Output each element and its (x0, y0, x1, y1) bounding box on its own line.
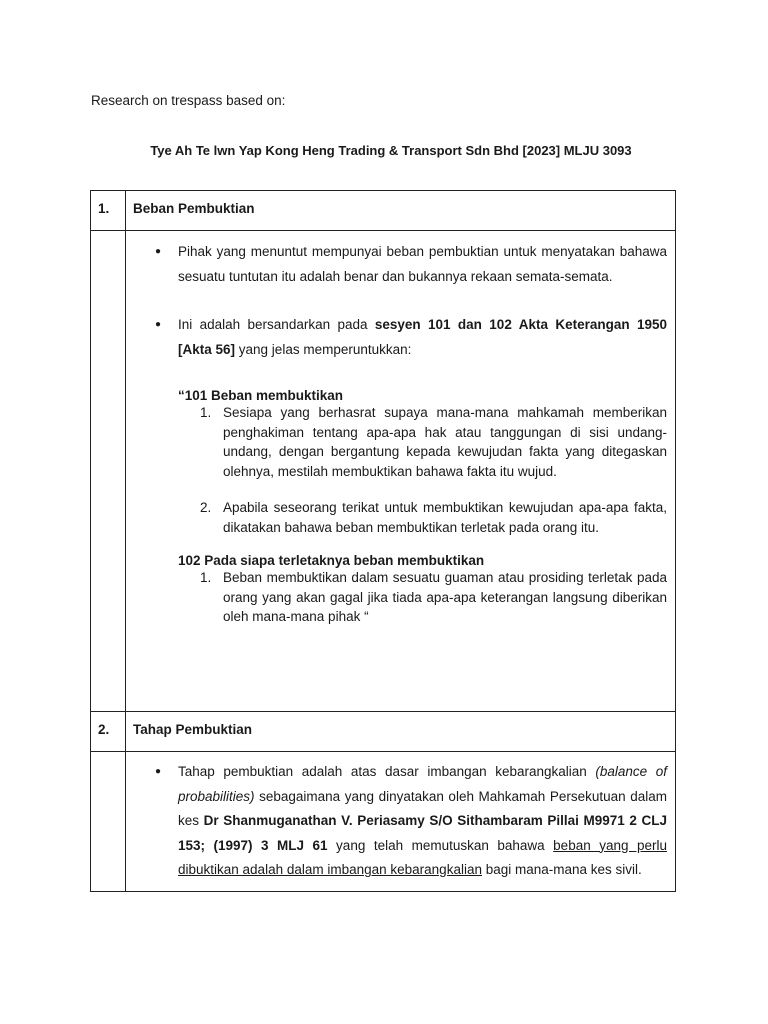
underlined-holding: beban yang perlu dibuktikan adalah dalam imbangan kebarangkalian (178, 837, 667, 877)
list-item (126, 498, 667, 537)
bullet-text: Tahap pembuktian adalah atas dasar imbangan kebarangkalian (178, 764, 596, 779)
case-title: Tye Ah Te lwn Yap Kong Heng Trading & Transport Sdn Bhd [2023] MLJU 3093 (150, 143, 632, 158)
section-1-body-row (91, 231, 676, 712)
list-text: Sesiapa yang berhasrat supaya mana-mana mahkamah memberikan penghakiman tentang apa-apa hak atau tanggungan di sisi undang-undang, dengan bergantung kepada kewujudan fakta yang ditegaskan olehnya, mestilah membuktikan bahawa fakta itu wujud. (223, 405, 667, 479)
list-number: 1. (200, 405, 212, 420)
bullet-text: yang jelas memperuntukkan: (235, 341, 412, 357)
bullet-item: ● Pihak yang menuntut mempunyai beban pembuktian untuk menyatakan bahawa sesuatu tuntutan itu adalah benar dan bukannya rekaan semata-semata. (126, 240, 667, 289)
list-text: Beban membuktikan dalam sesuatu guaman atau prosiding terletak pada orang yang akan gagal jika tiada apa-apa keterangan langsung diberikan oleh mana-mana pihak “ (223, 570, 667, 624)
section-heading: Tahap Pembuktian (126, 712, 676, 752)
empty-number-cell (91, 752, 126, 892)
section-2-body-row (91, 752, 676, 892)
list-item (126, 568, 667, 627)
section-101-list (126, 403, 667, 537)
section-heading: Beban Pembuktian (126, 191, 676, 231)
section-body (126, 752, 676, 892)
intro-text: Research on trespass based on: (91, 93, 286, 108)
statute-reference: sesyen 101 dan 102 Akta Keterangan 1950 [Akta 56] (178, 317, 667, 357)
section-number: 1. (91, 191, 126, 231)
section-body (126, 231, 676, 712)
section-2-header-row (91, 712, 676, 752)
section-102-title: 102 Pada siapa terletaknya beban membuktikan (178, 553, 485, 568)
list-item (126, 403, 667, 481)
empty-number-cell (91, 231, 126, 712)
case-citation: Dr Shanmuganathan V. Periasamy S/O Sithambaram Pillai M9971 2 CLJ 153; (1997) 3 MLJ 61 (178, 813, 667, 853)
section-102-list (126, 568, 667, 627)
research-table (90, 190, 676, 892)
latin-term: (balance of probabilities) (178, 764, 667, 804)
bullet-item (126, 760, 667, 883)
list-number: 2. (200, 500, 212, 515)
bullet-text: bagi mana-mana kes sivil. (481, 862, 642, 877)
list-text: Apabila seseorang terikat untuk membuktikan kewujudan apa-apa fakta, dikatakan bahawa beban membuktikan terletak pada orang itu. (223, 500, 667, 535)
bullet-text: sebagaimana yang dinyatakan oleh Mahkamah Persekutuan dalam kes (178, 788, 667, 828)
section-101-title: “101 Beban membuktikan (178, 388, 344, 403)
bullet-item (126, 313, 667, 362)
section-number: 2. (91, 712, 126, 752)
section-1-header-row (91, 191, 676, 231)
bullet-text: yang telah memutuskan bahawa (327, 837, 554, 853)
list-number: 1. (200, 570, 212, 585)
bullet-text: Ini adalah bersandarkan pada (178, 317, 375, 332)
